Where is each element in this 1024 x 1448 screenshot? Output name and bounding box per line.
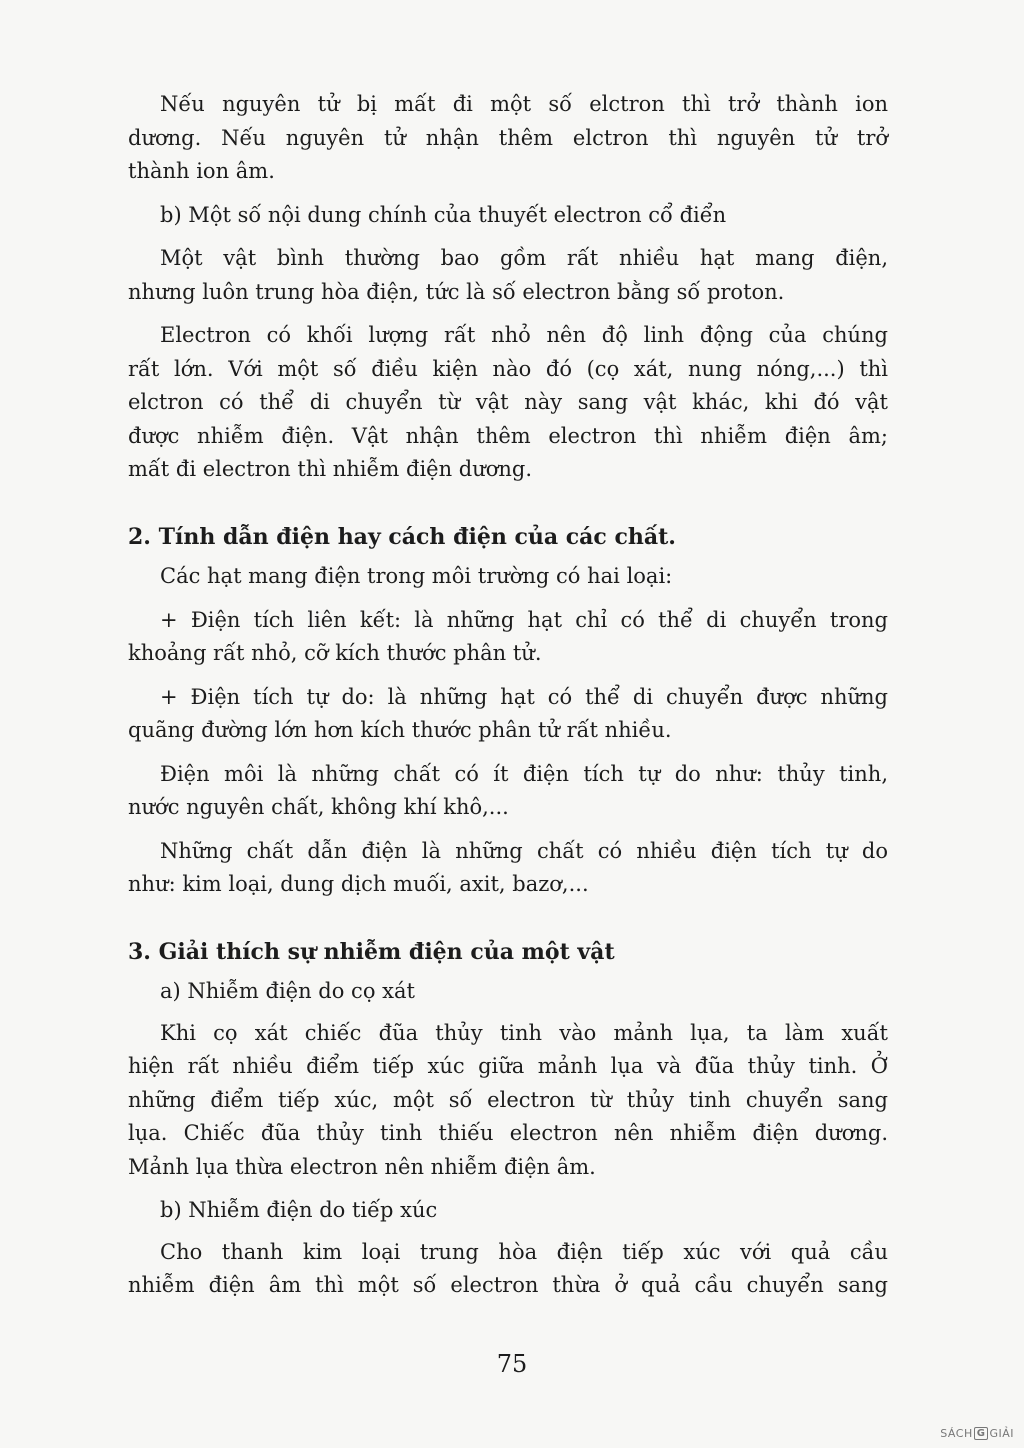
- text-line: nhiễm điện âm thì một số electron thừa ở quả cầu chuyển sang: [128, 1273, 888, 1297]
- paragraph: [128, 758, 888, 825]
- text-line: được nhiễm điện. Vật nhận thêm electron thì nhiễm điện âm;: [128, 423, 888, 448]
- text-line: Cho thanh kim loại trung hòa điện tiếp xúc với quả cầu: [160, 1239, 888, 1264]
- subheading: b) Nhiễm điện do tiếp xúc: [160, 1198, 438, 1222]
- text-line: Các hạt mang điện trong môi trường có hai loại:: [160, 564, 673, 588]
- paragraph: [128, 681, 888, 748]
- text-line: quãng đường lớn hơn kích thước phân tử rất nhiều.: [128, 718, 672, 742]
- text-line: Nếu nguyên tử bị mất đi một số elctron thì trở thành ion: [160, 92, 888, 116]
- text-line: nước nguyên chất, không khí khô,...: [128, 795, 509, 819]
- subheading: a) Nhiễm điện do cọ xát: [160, 979, 415, 1003]
- text-line: nhưng luôn trung hòa điện, tức là số electron bằng số proton.: [128, 279, 785, 304]
- text-line: Electron có khối lượng rất nhỏ nên độ linh động của chúng: [160, 323, 888, 347]
- logo-text-left: SÁCH: [940, 1427, 973, 1440]
- paragraph: [128, 242, 888, 309]
- paragraph: [128, 1017, 888, 1185]
- paragraph: [128, 560, 888, 594]
- text-line: khoảng rất nhỏ, cỡ kích thước phân tử.: [128, 641, 542, 665]
- paragraph: [128, 835, 888, 902]
- page-number: 75: [496, 1350, 528, 1378]
- paragraph: [128, 319, 888, 487]
- text-line: hiện rất nhiều điểm tiếp xúc giữa mảnh lụa và đũa thủy tinh. Ở: [128, 1054, 888, 1078]
- section-heading: 2. Tính dẫn điện hay cách điện của các chất.: [128, 523, 676, 550]
- watermark-logo: [940, 1427, 1014, 1440]
- text-line: rất lớn. Với một số điều kiện nào đó (cọ xát, nung nóng,...) thì: [128, 356, 888, 381]
- text-line: dương. Nếu nguyên tử nhận thêm elctron thì nguyên tử trở: [128, 125, 888, 150]
- page-content: [128, 88, 888, 1313]
- paragraph: [128, 88, 888, 189]
- text-line: như: kim loại, dung dịch muối, axit, bazơ,...: [128, 872, 589, 896]
- text-line: + Điện tích tự do: là những hạt có thể di chuyển được những: [160, 684, 888, 709]
- text-line: Điện môi là những chất có ít điện tích tự do như: thủy tinh,: [160, 761, 888, 786]
- text-line: elctron có thể di chuyển từ vật này sang vật khác, khi đó vật: [128, 390, 888, 414]
- text-line: mất đi electron thì nhiễm điện dương.: [128, 457, 533, 481]
- text-line: lụa. Chiếc đũa thủy tinh thiếu electron nên nhiễm điện dương.: [128, 1121, 888, 1145]
- paragraph: [128, 199, 888, 233]
- text-line: Một vật bình thường bao gồm rất nhiều hạt mang điện,: [160, 246, 888, 270]
- text-line: thành ion âm.: [128, 159, 275, 183]
- text-line: + Điện tích liên kết: là những hạt chỉ có thể di chuyển trong: [160, 607, 888, 632]
- subheading-line: b) Một số nội dung chính của thuyết electron cổ điển: [160, 202, 727, 227]
- text-line: những điểm tiếp xúc, một số electron từ thủy tinh chuyển sang: [128, 1087, 888, 1112]
- text-line: Những chất dẫn điện là những chất có nhiều điện tích tự do: [160, 838, 888, 863]
- logo-mark: G: [974, 1427, 989, 1440]
- text-line: Mảnh lụa thừa electron nên nhiễm điện âm.: [128, 1154, 596, 1179]
- logo-text-right: GIẢI: [989, 1427, 1014, 1440]
- paragraph: [128, 604, 888, 671]
- paragraph: [128, 1236, 888, 1303]
- section-heading: 3. Giải thích sự nhiễm điện của một vật: [128, 938, 615, 965]
- text-line: Khi cọ xát chiếc đũa thủy tinh vào mảnh lụa, ta làm xuất: [160, 1020, 888, 1045]
